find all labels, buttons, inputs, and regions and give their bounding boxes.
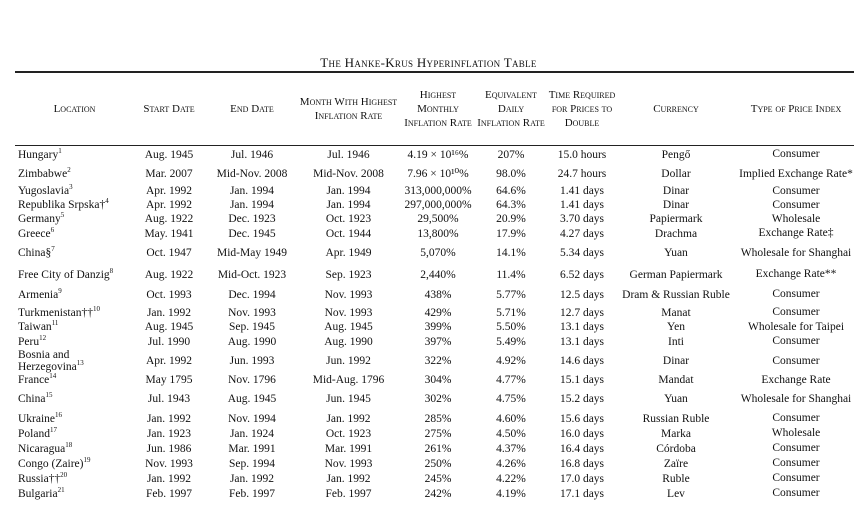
highest-monthly-cell: 285%	[424, 412, 452, 425]
highest-monthly-cell: 297,000,000%	[404, 199, 472, 211]
start-date-cell: May 1795	[145, 374, 193, 386]
time-to-double-cell: 15.2 days	[559, 393, 605, 405]
highest-month-cell: Jan. 1994	[326, 185, 371, 197]
daily-rate-cell: 5.50%	[496, 321, 526, 333]
price-index-cell: Wholesale	[771, 212, 821, 225]
currency-cell: Zaïre	[663, 457, 689, 470]
daily-rate-cell: 4.60%	[496, 412, 526, 425]
start-date-cell: Jan. 1923	[146, 427, 192, 440]
end-date-cell: Jan. 1992	[229, 472, 275, 485]
location-name: Nicaragua	[18, 442, 66, 455]
end-date-cell: Jan. 1994	[229, 199, 275, 211]
time-to-double-cell: 13.1 days	[559, 321, 605, 333]
daily-rate-cell: 4.26%	[496, 457, 526, 470]
highest-monthly-cell: 29,500%	[417, 213, 459, 225]
end-date-cell: Dec. 1945	[228, 227, 276, 240]
footnote-marker: 7	[51, 245, 55, 254]
daily-rate-cell: 207%	[497, 148, 525, 161]
end-date-cell: Aug. 1990	[227, 335, 277, 348]
location-cell	[18, 411, 131, 426]
end-date-cell: Dec. 1994	[228, 288, 276, 301]
table-row	[18, 456, 857, 471]
table-row	[18, 184, 857, 198]
currency-cell: Manat	[661, 306, 691, 319]
table-row	[18, 349, 857, 373]
location-cell	[18, 441, 131, 456]
highest-monthly-cell: 429%	[424, 306, 452, 319]
price-index-cell: Consumer	[772, 457, 820, 470]
time-to-double-cell: 24.7 hours	[557, 168, 607, 180]
daily-rate-cell: 4.22%	[496, 472, 526, 485]
table-row	[18, 373, 857, 387]
price-index-cell: Consumer	[772, 198, 820, 211]
highest-monthly-cell: 245%	[424, 472, 452, 485]
highest-monthly-cell: 242%	[424, 487, 452, 500]
price-index-cell: Consumer	[772, 472, 820, 485]
start-date-cell: Jan. 1992	[146, 472, 192, 485]
footnote-marker: 21	[57, 485, 65, 494]
time-to-double-cell: 16.4 days	[559, 442, 605, 455]
footnote-marker: 10	[92, 304, 100, 313]
location-cell	[18, 198, 131, 212]
highest-monthly-cell: 5,070%	[420, 247, 456, 259]
highest-month-cell: Nov. 1993	[324, 306, 373, 319]
end-date-cell: Jul. 1946	[230, 148, 274, 161]
location-cell	[18, 426, 131, 441]
time-to-double-cell: 14.6 days	[559, 355, 605, 367]
location-name: China	[18, 393, 46, 405]
start-date-cell: Jul. 1990	[147, 335, 191, 348]
location-name: Yugoslavia	[18, 185, 70, 197]
price-index-cell: Consumer	[772, 487, 820, 500]
location-name: Armenia	[18, 288, 59, 301]
highest-monthly-cell: 261%	[424, 442, 452, 455]
currency-cell: Marka	[660, 427, 691, 440]
location-cell	[18, 387, 131, 411]
location-name: Ukraine	[18, 412, 56, 425]
daily-rate-cell: 5.49%	[496, 335, 526, 348]
end-date-cell: Jun. 1993	[229, 355, 275, 367]
header-highest-monthly: Highest Monthly Inflation Rate	[404, 89, 472, 129]
time-to-double-cell: 15.6 days	[559, 412, 605, 425]
table-body	[18, 145, 857, 501]
start-date-cell: Aug. 1922	[144, 268, 194, 281]
daily-rate-cell: 5.71%	[496, 306, 526, 319]
currency-cell: Dinar	[662, 199, 690, 211]
daily-rate-cell: 4.77%	[496, 374, 526, 386]
hyperinflation-table	[18, 73, 857, 501]
daily-rate-cell: 5.77%	[496, 288, 526, 301]
price-index-cell: Consumer	[772, 412, 820, 425]
highest-month-cell: Jan. 1992	[326, 472, 371, 485]
currency-cell: German Papiermark	[629, 268, 723, 281]
highest-monthly-cell: 399%	[424, 321, 452, 333]
price-index-cell: Consumer	[772, 335, 820, 348]
footnote-marker: 11	[51, 319, 59, 328]
table-row	[18, 486, 857, 501]
table-title: The Hanke-Krus Hyperinflation Table	[320, 55, 537, 70]
end-date-cell: Nov. 1993	[228, 306, 276, 319]
end-date-cell: Nov. 1796	[228, 374, 276, 386]
location-cell	[18, 145, 131, 164]
footnote-marker: 20	[60, 470, 68, 479]
currency-cell: Dinar	[662, 185, 690, 197]
start-date-cell: Jun. 1986	[146, 442, 192, 455]
start-date-cell: Oct. 1993	[146, 288, 192, 301]
price-index-cell: Consumer	[772, 354, 820, 367]
location-cell	[18, 471, 131, 486]
highest-month-cell: Aug. 1945	[324, 321, 373, 333]
start-date-cell: Jul. 1943	[147, 393, 191, 405]
location-name: Congo (Zaire)	[18, 457, 84, 470]
end-date-cell: Jan. 1924	[229, 427, 275, 440]
footnote-marker: 12	[39, 333, 47, 342]
header-time-double: Time Required for Prices to Double	[548, 89, 616, 129]
location-name: China§	[18, 247, 52, 259]
location-cell	[18, 212, 131, 226]
highest-month-cell: Jan. 1994	[326, 199, 371, 211]
price-index-cell: Exchange Rate**	[755, 268, 837, 281]
highest-monthly-cell: 397%	[424, 335, 452, 348]
header-currency: Currency	[653, 103, 699, 115]
currency-cell: Ruble	[662, 472, 690, 485]
currency-cell: Inti	[668, 335, 684, 348]
location-name: Russia††	[18, 472, 61, 485]
end-date-cell: Dec. 1923	[228, 213, 276, 225]
location-cell	[18, 241, 131, 265]
footnote-marker: 17	[49, 425, 57, 434]
highest-monthly-cell: 7.96 × 10¹⁰%	[407, 168, 469, 180]
currency-cell: Yen	[666, 321, 685, 333]
currency-cell: Mandat	[658, 374, 694, 386]
daily-rate-cell: 4.92%	[496, 355, 526, 367]
time-to-double-cell: 1.41 days	[559, 199, 605, 211]
footnote-marker: 13	[76, 359, 84, 368]
price-index-cell: Wholesale for Shanghai	[740, 246, 852, 259]
daily-rate-cell: 20.9%	[496, 213, 526, 225]
daily-rate-cell: 4.37%	[496, 442, 526, 455]
start-date-cell: May. 1941	[144, 227, 194, 240]
footnote-marker: 5	[60, 211, 65, 220]
footnote-marker: 15	[45, 391, 53, 400]
price-index-cell: Consumer	[772, 184, 820, 197]
table-row	[18, 164, 857, 184]
time-to-double-cell: 16.0 days	[559, 427, 605, 440]
header-month-highest: Month With Highest Inflation Rate	[299, 96, 398, 122]
location-cell	[18, 334, 131, 349]
daily-rate-cell: 4.19%	[496, 487, 526, 500]
daily-rate-cell: 64.3%	[496, 199, 526, 211]
location-cell	[18, 305, 131, 320]
price-index-cell: Wholesale for Taipei	[747, 320, 845, 333]
highest-month-cell: Feb. 1997	[325, 487, 372, 500]
highest-monthly-cell: 275%	[424, 427, 452, 440]
location-name: Bosnia and Herzegovina	[18, 349, 77, 373]
location-name: Bulgaria	[18, 487, 58, 500]
start-date-cell: Mar. 2007	[145, 168, 193, 180]
end-date-cell: Sep. 1945	[229, 321, 275, 333]
end-date-cell: Mid-Oct. 1923	[217, 268, 287, 281]
start-date-cell: Nov. 1993	[145, 457, 193, 470]
time-to-double-cell: 4.27 days	[559, 227, 605, 240]
time-to-double-cell: 5.34 days	[559, 247, 605, 259]
header-start-date: Start Date	[143, 103, 195, 115]
daily-rate-cell: 4.75%	[496, 393, 526, 405]
highest-month-cell: Apr. 1949	[325, 247, 372, 259]
currency-cell: Drachma	[654, 227, 698, 240]
table-row	[18, 411, 857, 426]
footnote-marker: 9	[58, 286, 62, 295]
highest-month-cell: Nov. 1993	[324, 457, 373, 470]
start-date-cell: Feb. 1997	[146, 487, 192, 500]
currency-cell: Yuan	[664, 247, 688, 259]
end-date-cell: Sep. 1994	[229, 457, 275, 470]
footnote-marker: 1	[58, 146, 62, 155]
footnote-marker: 2	[67, 166, 71, 175]
highest-monthly-cell: 2,440%	[420, 268, 456, 281]
daily-rate-cell: 14.1%	[496, 247, 526, 259]
price-index-cell: Consumer	[772, 288, 820, 301]
end-date-cell: Mar. 1991	[228, 442, 276, 455]
location-cell	[18, 284, 131, 305]
location-name: Turkmenistan††	[18, 306, 93, 319]
table-row	[18, 265, 857, 284]
header-location: Location	[53, 103, 96, 115]
start-date-cell: Jan. 1992	[146, 306, 192, 319]
table-row	[18, 426, 857, 441]
highest-month-cell: Jun. 1945	[326, 393, 371, 405]
location-name: Hungary	[18, 148, 59, 161]
footnote-marker: 19	[83, 455, 91, 464]
price-index-cell: Wholesale	[771, 427, 821, 440]
highest-monthly-cell: 4.19 × 10¹⁶%	[407, 148, 469, 161]
highest-monthly-cell: 322%	[424, 355, 452, 367]
daily-rate-cell: 11.4%	[496, 268, 526, 281]
footnote-marker: 14	[49, 372, 57, 381]
highest-month-cell: Mid-Nov. 2008	[313, 168, 384, 180]
table-row	[18, 241, 857, 265]
location-cell	[18, 320, 131, 334]
location-cell	[18, 164, 131, 184]
start-date-cell: Aug. 1922	[144, 213, 194, 225]
highest-monthly-cell: 304%	[424, 374, 452, 386]
currency-cell: Pengő	[661, 148, 691, 161]
footnote-marker: 8	[109, 266, 114, 275]
end-date-cell: Nov. 1994	[228, 412, 276, 425]
daily-rate-cell: 4.50%	[496, 427, 526, 440]
location-cell	[18, 265, 131, 284]
location-cell	[18, 456, 131, 471]
location-cell	[18, 486, 131, 501]
highest-month-cell: Mid-Aug. 1796	[312, 374, 385, 386]
start-date-cell: Oct. 1947	[146, 247, 192, 259]
location-cell	[18, 226, 131, 241]
start-date-cell: Apr. 1992	[146, 199, 192, 211]
footnote-marker: 16	[55, 410, 63, 419]
time-to-double-cell: 17.1 days	[559, 487, 605, 500]
currency-cell: Yuan	[664, 393, 688, 405]
start-date-cell: Jan. 1992	[146, 412, 192, 425]
location-cell	[18, 373, 131, 387]
footnote-marker: 6	[50, 225, 55, 234]
location-name: Germany	[18, 213, 61, 225]
currency-cell: Córdoba	[656, 442, 696, 455]
table-row	[18, 305, 857, 320]
currency-cell: Papiermark	[649, 213, 703, 225]
table-row	[18, 441, 857, 456]
start-date-cell: Aug. 1945	[144, 148, 194, 161]
table-row	[18, 387, 857, 411]
header-price-index: Type of Price Index	[750, 103, 842, 115]
end-date-cell: Aug. 1945	[227, 393, 277, 405]
start-date-cell: Apr. 1992	[146, 185, 192, 197]
highest-monthly-cell: 313,000,000%	[404, 185, 472, 197]
header-end-date: End Date	[230, 103, 274, 115]
end-date-cell: Feb. 1997	[229, 487, 275, 500]
highest-month-cell: Oct. 1923	[325, 213, 372, 225]
time-to-double-cell: 13.1 days	[559, 335, 605, 348]
price-index-cell: Implied Exchange Rate*	[739, 167, 853, 180]
highest-month-cell: Jun. 1992	[326, 355, 371, 367]
currency-cell: Russian Ruble	[642, 412, 710, 425]
end-date-cell: Jan. 1994	[229, 185, 275, 197]
location-name: Greece	[18, 227, 51, 240]
currency-cell: Dollar	[661, 168, 691, 180]
highest-month-cell: Jul. 1946	[327, 148, 370, 161]
price-index-cell: Consumer	[772, 306, 820, 319]
location-cell	[18, 184, 131, 198]
time-to-double-cell: 12.5 days	[559, 288, 605, 301]
highest-monthly-cell: 13,800%	[417, 227, 459, 240]
location-name: Taiwan	[18, 321, 52, 333]
table-row	[18, 226, 857, 241]
highest-month-cell: Jan. 1992	[326, 412, 371, 425]
location-name: Republika Srpska†	[18, 199, 106, 211]
time-to-double-cell: 16.8 days	[559, 457, 605, 470]
table-row	[18, 198, 857, 212]
end-date-cell: Mid-May 1949	[217, 247, 287, 259]
price-index-cell: Consumer	[772, 148, 820, 161]
table-row	[18, 284, 857, 305]
footnote-marker: 18	[65, 440, 73, 449]
location-cell	[18, 349, 131, 373]
end-date-cell: Mid-Nov. 2008	[216, 168, 288, 180]
currency-cell: Dinar	[662, 355, 690, 367]
table-row	[18, 334, 857, 349]
highest-monthly-cell: 438%	[424, 288, 452, 301]
start-date-cell: Apr. 1992	[146, 355, 192, 367]
table-row	[18, 471, 857, 486]
footnote-marker: 4	[105, 197, 109, 206]
time-to-double-cell: 15.1 days	[559, 374, 605, 386]
time-to-double-cell: 12.7 days	[559, 306, 605, 319]
daily-rate-cell: 64.6%	[496, 185, 526, 197]
header-equivalent-daily: Equivalent Daily Inflation Rate	[477, 89, 545, 129]
table-row	[18, 145, 857, 164]
highest-month-cell: Sep. 1923	[325, 268, 372, 281]
time-to-double-cell: 3.70 days	[559, 213, 605, 225]
highest-month-cell: Mar. 1991	[324, 442, 373, 455]
location-name: Poland	[18, 427, 50, 440]
table-row	[18, 320, 857, 334]
currency-cell: Lev	[667, 487, 685, 500]
table-row	[18, 212, 857, 226]
price-index-cell: Wholesale for Shanghai	[740, 392, 852, 405]
time-to-double-cell: 17.0 days	[559, 472, 605, 485]
price-index-cell: Exchange Rate	[761, 373, 831, 386]
highest-monthly-cell: 302%	[424, 393, 452, 405]
price-index-cell: Consumer	[772, 442, 820, 455]
location-name: France	[18, 374, 50, 386]
highest-month-cell: Nov. 1993	[324, 288, 373, 301]
time-to-double-cell: 6.52 days	[559, 268, 605, 281]
highest-month-cell: Oct. 1923	[325, 427, 372, 440]
time-to-double-cell: 15.0 hours	[557, 148, 607, 161]
table-header	[18, 73, 857, 145]
daily-rate-cell: 17.9%	[496, 227, 526, 240]
time-to-double-cell: 1.41 days	[559, 185, 605, 197]
footnote-marker: 3	[69, 183, 73, 192]
location-name: Free City of Danzig	[18, 268, 110, 281]
highest-monthly-cell: 250%	[424, 457, 452, 470]
start-date-cell: Aug. 1945	[144, 321, 194, 333]
daily-rate-cell: 98.0%	[496, 168, 526, 180]
location-name: Peru	[18, 335, 40, 348]
location-name: Zimbabwe	[18, 168, 68, 180]
highest-month-cell: Aug. 1990	[324, 335, 373, 348]
highest-month-cell: Oct. 1944	[325, 227, 372, 240]
price-index-cell: Exchange Rate‡	[758, 227, 834, 240]
currency-cell: Dram & Russian Ruble	[622, 288, 730, 301]
